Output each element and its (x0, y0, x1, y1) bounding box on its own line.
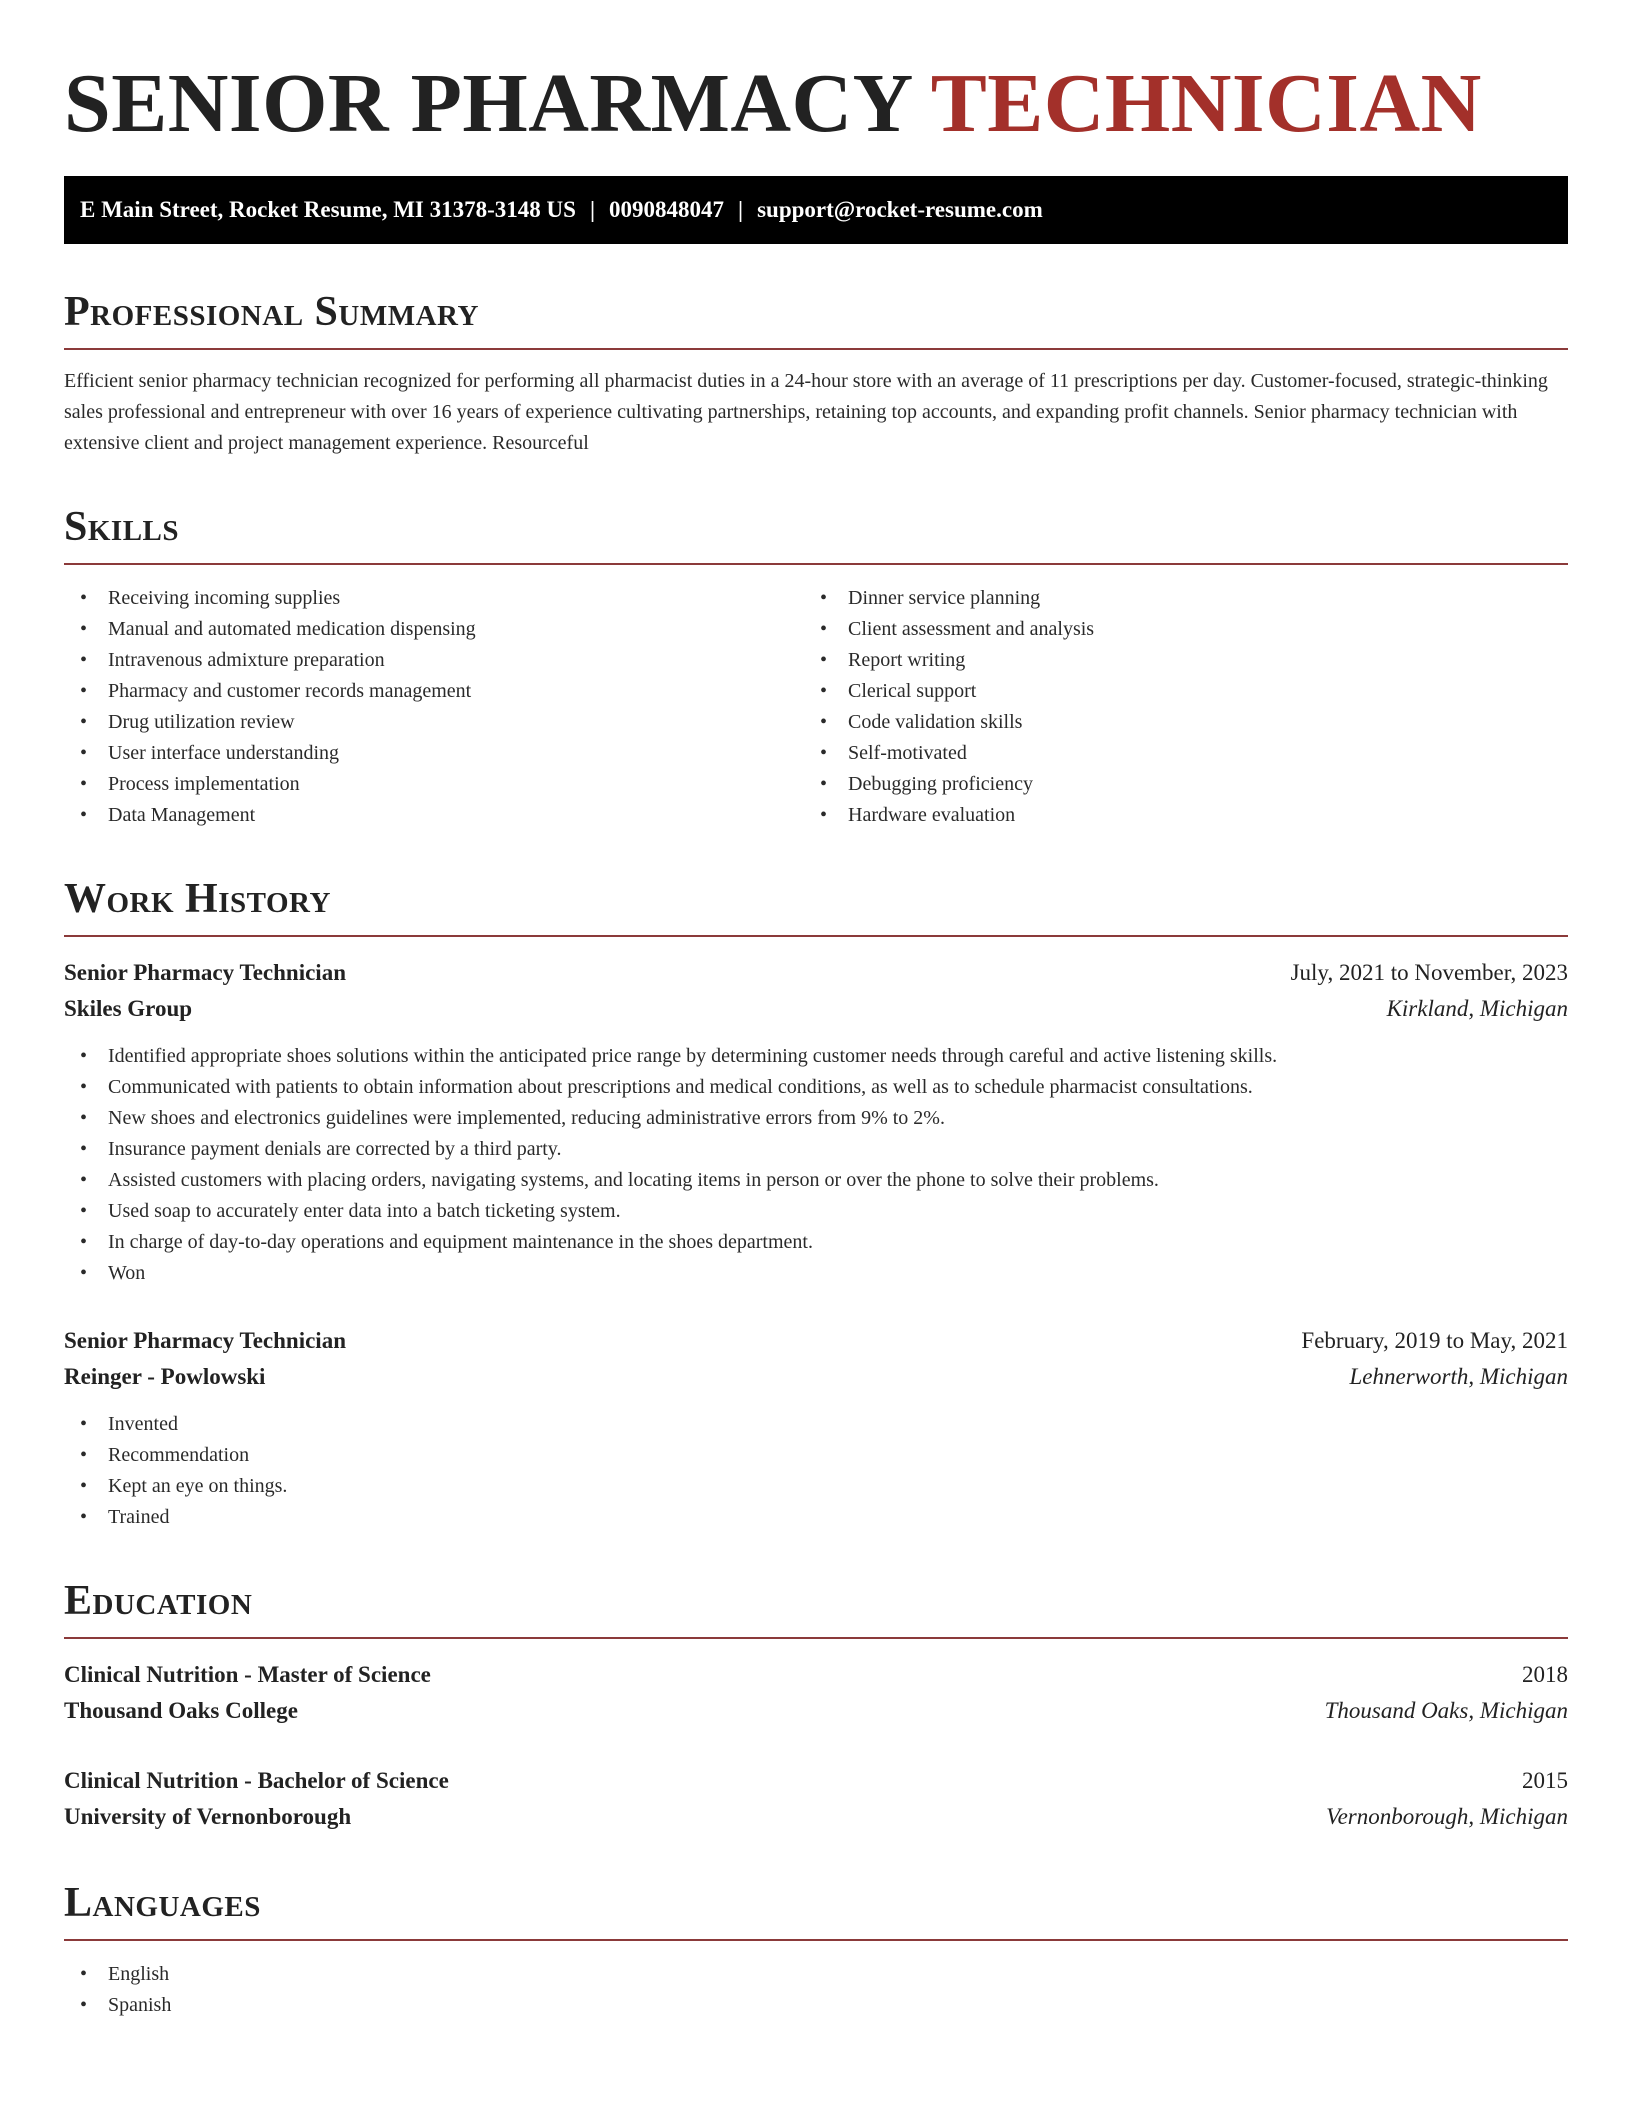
job-dates: July, 2021 to November, 2023 (1290, 960, 1568, 985)
education-location: Vernonborough, Michigan (1326, 1804, 1568, 1829)
skills-grid (64, 583, 1568, 831)
skill-item: • Intravenous admixture preparation (64, 645, 804, 676)
job-bullet: • Kept an eye on things. (64, 1471, 1568, 1502)
job-company: Reinger - Powlowski (64, 1364, 266, 1389)
job-location: Kirkland, Michigan (1386, 996, 1568, 1021)
section-divider (64, 935, 1568, 937)
job-bullet: • Used soap to accurately enter data into a batch ticketing system. (64, 1196, 1568, 1227)
skill-item: • Hardware evaluation (804, 800, 1544, 831)
job-role: Senior Pharmacy Technician (64, 960, 346, 985)
work-title: Work History (64, 876, 331, 922)
education-subheader (64, 1693, 1568, 1729)
job-header (64, 1323, 1568, 1359)
skills-title: Skills (64, 504, 180, 550)
skills-section (64, 503, 1568, 831)
job-subheader (64, 991, 1568, 1027)
job-bullet: • Communicated with patients to obtain information about prescriptions and medical conditions, as well as to schedule pharmacist consultations. (64, 1072, 1568, 1103)
skill-item: • Drug utilization review (64, 707, 804, 738)
name-first: SENIOR PHARMACY (64, 57, 911, 150)
skill-item: • Pharmacy and customer records management (64, 676, 804, 707)
skill-item: • Client assessment and analysis (804, 614, 1544, 645)
contact-phone: 0090848047 (609, 197, 725, 222)
summary-section (64, 288, 1568, 459)
job-bullets (64, 1041, 1568, 1289)
job-bullet: • Trained (64, 1502, 1568, 1533)
job-bullet: • Recommendation (64, 1440, 1568, 1471)
section-divider (64, 348, 1568, 350)
job-bullet: • In charge of day-to-day operations and equipment maintenance in the shoes department. (64, 1227, 1568, 1258)
education-location: Thousand Oaks, Michigan (1324, 1698, 1568, 1723)
education-school: Thousand Oaks College (64, 1698, 298, 1723)
skill-item: • Clerical support (804, 676, 1544, 707)
languages-list (64, 1959, 1568, 2021)
contact-separator: | (738, 197, 744, 222)
resume-name (64, 56, 1568, 152)
skill-item: • Manual and automated medication dispensing (64, 614, 804, 645)
education-entry (64, 1657, 1568, 1729)
languages-title: Languages (64, 1880, 261, 1926)
skill-item: • Code validation skills (804, 707, 1544, 738)
contact-bar (64, 176, 1568, 244)
languages-section (64, 1879, 1568, 2021)
section-divider (64, 1939, 1568, 1941)
skills-list-left (64, 583, 804, 831)
job-company: Skiles Group (64, 996, 193, 1021)
summary-text: Efficient senior pharmacy technician recognized for performing all pharmacist duties in a 24-hour store with an average of 11 prescriptions per day. Customer-focused, strategic-thinking sales professional and entrepreneur with over 16 years of experience cultivating partnerships, retaining top accounts, and expanding profit channels. Senior pharmacy technician with extensive client and project management experience. Resourceful (64, 370, 1548, 454)
summary-title: Professional Summary (64, 289, 479, 335)
language-item: • Spanish (64, 1990, 1568, 2021)
contact-email: support@rocket-resume.com (757, 197, 1043, 222)
skill-item: • Debugging proficiency (804, 769, 1544, 800)
contact-separator: | (589, 197, 596, 222)
job-bullet: • Insurance payment denials are corrected by a third party. (64, 1134, 1568, 1165)
education-header (64, 1763, 1568, 1799)
job-bullet: • Won (64, 1258, 1568, 1289)
name-last: TECHNICIAN (930, 57, 1482, 150)
education-title: Education (64, 1578, 253, 1624)
job-bullets (64, 1409, 1568, 1533)
skill-item: • Dinner service planning (804, 583, 1544, 614)
skill-item: • User interface understanding (64, 738, 804, 769)
job-bullet: • Identified appropriate shoes solutions within the anticipated price range by determining customer needs through careful and active listening skills. (64, 1041, 1568, 1072)
job-bullet: • New shoes and electronics guidelines were implemented, reducing administrative errors from 9% to 2%. (64, 1103, 1568, 1134)
work-section (64, 875, 1568, 1533)
skills-list-right (804, 583, 1544, 831)
education-year: 2018 (1522, 1662, 1568, 1687)
skill-item: • Data Management (64, 800, 804, 831)
job-dates: February, 2019 to May, 2021 (1301, 1328, 1568, 1353)
job-header (64, 955, 1568, 991)
job-subheader (64, 1359, 1568, 1395)
education-degree: Clinical Nutrition - Bachelor of Science (64, 1768, 449, 1793)
job-bullet: • Invented (64, 1409, 1568, 1440)
job-entry (64, 955, 1568, 1289)
education-degree: Clinical Nutrition - Master of Science (64, 1662, 431, 1687)
job-role: Senior Pharmacy Technician (64, 1328, 346, 1353)
skill-item: • Self-motivated (804, 738, 1544, 769)
skill-item: • Process implementation (64, 769, 804, 800)
education-header (64, 1657, 1568, 1693)
language-item: • English (64, 1959, 1568, 1990)
job-location: Lehnerworth, Michigan (1349, 1364, 1568, 1389)
section-divider (64, 1637, 1568, 1639)
education-subheader (64, 1799, 1568, 1835)
contact-address: E Main Street, Rocket Resume, MI 31378-3148 US (80, 197, 576, 222)
education-entry (64, 1763, 1568, 1835)
job-bullet: • Assisted customers with placing orders, navigating systems, and locating items in person or over the phone to solve their problems. (64, 1165, 1568, 1196)
education-school: University of Vernonborough (64, 1804, 352, 1829)
skill-item: • Receiving incoming supplies (64, 583, 804, 614)
section-divider (64, 563, 1568, 565)
skill-item: • Report writing (804, 645, 1544, 676)
education-section (64, 1577, 1568, 1835)
job-entry (64, 1323, 1568, 1533)
education-year: 2015 (1522, 1768, 1568, 1793)
